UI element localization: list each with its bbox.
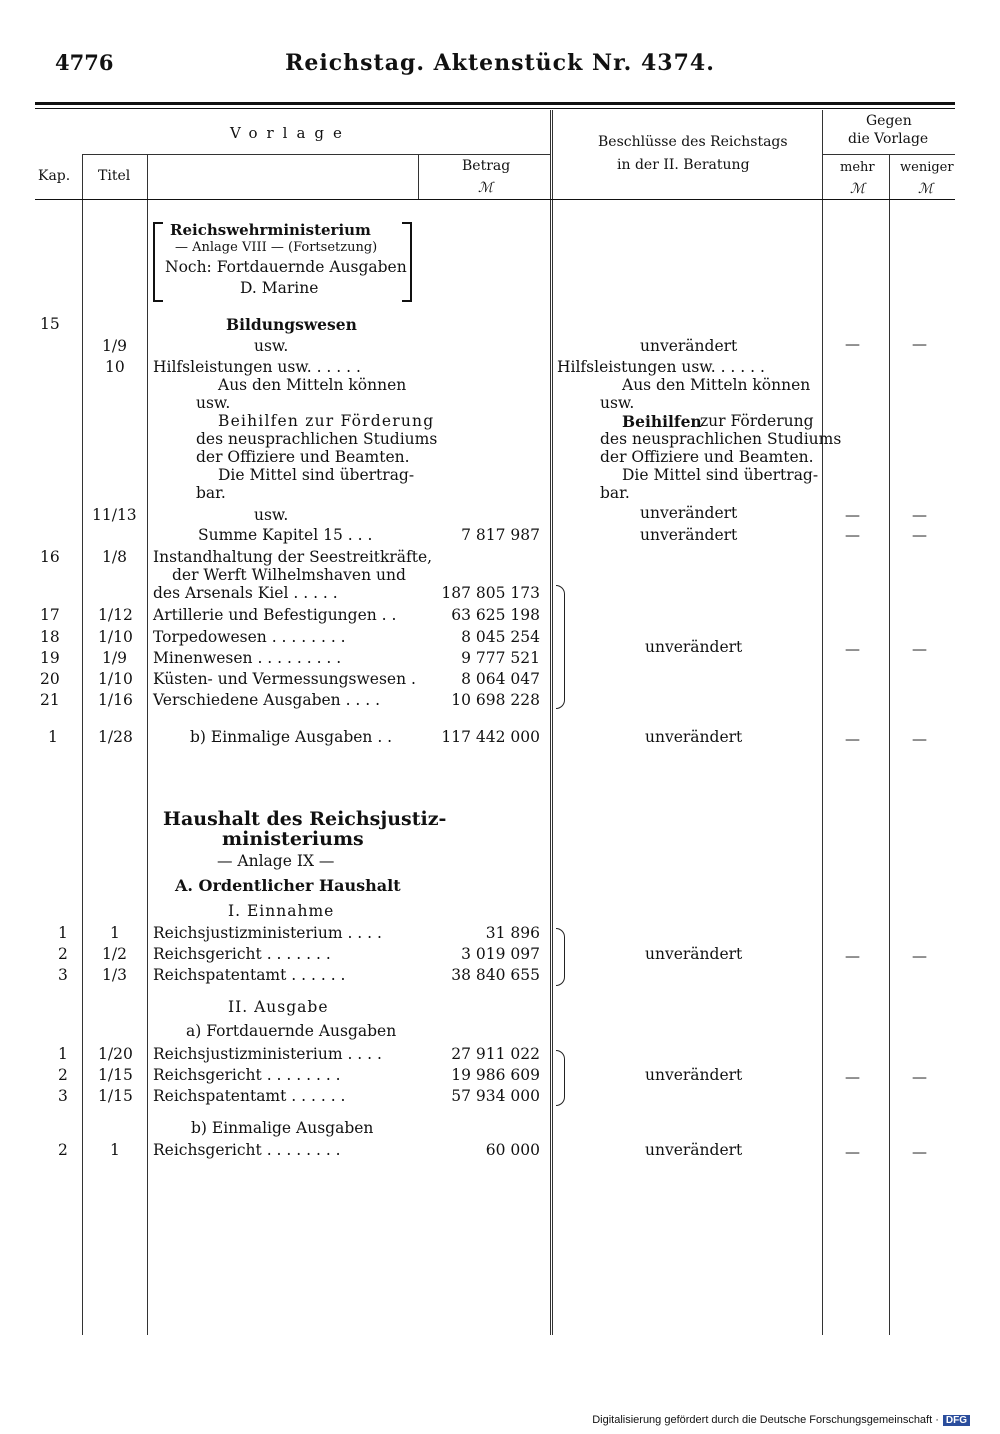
- marine-betrag: 10 698 228: [451, 691, 540, 709]
- box-noch: Noch: Fortdauernde Ausgaben: [165, 258, 407, 276]
- marine-betrag: 8 064 047: [461, 670, 540, 688]
- header-rule-thick: [35, 102, 955, 105]
- marine-kap: 21: [40, 691, 60, 709]
- box-bracket-left: [153, 222, 163, 302]
- dash-weniger: —: [912, 640, 927, 658]
- marine-text: Minenwesen . . . . . . . . .: [153, 649, 342, 667]
- einnahme-beschluss: unverändert: [645, 945, 743, 963]
- kap15-b2-line: Aus den Mitteln können: [622, 376, 811, 394]
- marine-titel: 1/10: [98, 670, 133, 688]
- justiz-text: Reichsgericht . . . . . . . .: [153, 1066, 341, 1084]
- dash-mehr: —: [845, 506, 860, 524]
- kap15-b2-line: Beihilfen: [622, 412, 702, 431]
- kap15-number: 15: [40, 315, 60, 333]
- ausgabe-beschluss: unverändert: [645, 1066, 743, 1084]
- header-bottom-rule: [35, 199, 955, 200]
- marine-betrag: 8 045 254: [461, 628, 540, 646]
- kap15-sum-betrag: 7 817 987: [461, 526, 540, 544]
- dash-weniger: —: [912, 526, 927, 544]
- justiz-ausgabe: II. Ausgabe: [228, 998, 329, 1016]
- justiz-kap: 1: [58, 924, 68, 942]
- justiz-titel: 1/15: [98, 1066, 133, 1084]
- dash-mehr: —: [845, 1068, 860, 1086]
- justiz-text: Reichspatentamt . . . . . .: [153, 1087, 346, 1105]
- justiz-text: Reichsjustizministerium . . . .: [153, 1045, 382, 1063]
- justiz-betrag: 57 934 000: [451, 1087, 540, 1105]
- kap15-r1-beschluss: unverändert: [640, 337, 738, 355]
- dfg-logo: DFG: [943, 1415, 970, 1426]
- marine-text: Instandhaltung der Seestreitkräfte,: [153, 548, 433, 566]
- marine-kap: 20: [40, 670, 60, 688]
- kap15-sum-text: Summe Kapitel 15 . . .: [198, 526, 373, 544]
- kap15-r2-line: der Offiziere und Beamten.: [196, 448, 410, 466]
- marine-text: Küsten- und Vermessungswesen .: [153, 670, 416, 688]
- marine-titel: 1/8: [102, 548, 127, 566]
- vorlage-underline: [82, 154, 550, 155]
- col-line-titel: [147, 155, 148, 1335]
- col-line-betrag-double: [552, 110, 553, 1335]
- kap15-sum-beschluss: unverändert: [640, 526, 738, 544]
- dash-mehr: —: [845, 640, 860, 658]
- kap15-r3-text: usw.: [254, 506, 289, 524]
- box-marine: D. Marine: [240, 279, 319, 297]
- ausgabe-brace: [556, 1050, 565, 1106]
- marine-kap: 19: [40, 649, 60, 667]
- justiz-betrag: 60 000: [485, 1141, 540, 1159]
- marine-titel: 1/16: [98, 691, 133, 709]
- justiz-betrag: 27 911 022: [451, 1045, 540, 1063]
- dash-weniger: —: [912, 730, 927, 748]
- running-head: Reichstag. Aktenstück Nr. 4374.: [285, 50, 715, 76]
- box-anlage: — Anlage VIII — (Fortsetzung): [175, 240, 378, 255]
- justiz-last-beschluss: unverändert: [645, 1141, 743, 1159]
- marine-kap: 18: [40, 628, 60, 646]
- header-mehr-unit: ℳ: [850, 181, 865, 197]
- marine-titel: 1/12: [98, 606, 133, 624]
- footer-text: Digitalisierung gefördert durch die Deutsche Forschungsgemeinschaft ·: [592, 1414, 939, 1426]
- header-beschluesse-1: Beschlüsse des Reichstags: [598, 134, 788, 150]
- page-number: 4776: [55, 50, 114, 75]
- justiz-kap: 2: [58, 945, 68, 963]
- kap15-r2-line: Die Mittel sind übertrag-: [218, 466, 415, 484]
- marine-text: Torpedowesen . . . . . . . .: [153, 628, 346, 646]
- justiz-text: Reichsjustizministerium . . . .: [153, 924, 382, 942]
- kap15-r2-line: usw.: [196, 394, 231, 412]
- justiz-betrag: 31 896: [485, 924, 540, 942]
- kap15-heading: Bildungswesen: [226, 315, 357, 334]
- header-titel: Titel: [98, 168, 131, 184]
- col-line-beschluss: [822, 110, 823, 1335]
- kap15-r2-line: Beihilfen zur Förderung: [218, 412, 435, 430]
- kap15-r2-line: Aus den Mitteln können: [218, 376, 407, 394]
- marine-beschluss: unverändert: [645, 638, 743, 656]
- kap15-b2-line: Die Mittel sind übertrag-: [622, 466, 819, 484]
- kap15-r2-titel: 10: [105, 358, 125, 376]
- marine-betrag: 9 777 521: [461, 649, 540, 667]
- kap15-r2-line: Hilfsleistungen usw. . . . . .: [153, 358, 361, 376]
- justiz-einnahme: I. Einnahme: [228, 902, 335, 920]
- justiz-kap: 3: [58, 1087, 68, 1105]
- justiz-anlage: — Anlage IX —: [217, 852, 335, 870]
- justiz-titel: 1/3: [102, 966, 127, 984]
- justiz-einmalig-head: b) Einmalige Ausgaben: [191, 1119, 374, 1137]
- justiz-text: Reichsgericht . . . . . . .: [153, 945, 331, 963]
- header-weniger-unit: ℳ: [918, 181, 933, 197]
- dash-weniger: —: [912, 947, 927, 965]
- kap15-b2-line: bar.: [600, 484, 630, 502]
- marine-betrag: 187 805 173: [441, 584, 540, 602]
- col-line-mehr: [889, 155, 890, 1335]
- header-betrag: Betrag: [462, 158, 511, 174]
- justiz-text: Reichsgericht . . . . . . . .: [153, 1141, 341, 1159]
- kap15-r1-text: usw.: [254, 337, 289, 355]
- header-rule-thin: [35, 108, 955, 109]
- header-betrag-unit: ℳ: [478, 180, 493, 196]
- dash-mehr: —: [845, 526, 860, 544]
- header-kap: Kap.: [38, 168, 71, 184]
- einmalig-titel: 1/28: [98, 728, 133, 746]
- marine-kap: 17: [40, 606, 60, 624]
- justiz-title-1: Haushalt des Reichsjustiz-: [163, 808, 447, 830]
- kap15-r3-titel: 11/13: [92, 506, 137, 524]
- dash-mehr: —: [845, 335, 860, 353]
- header-weniger: weniger: [900, 160, 954, 175]
- justiz-betrag: 19 986 609: [451, 1066, 540, 1084]
- marine-betrag: 63 625 198: [451, 606, 540, 624]
- dash-mehr: —: [845, 1143, 860, 1161]
- marine-brace: [556, 585, 565, 709]
- justiz-kap: 2: [58, 1141, 68, 1159]
- justiz-titel: 1/2: [102, 945, 127, 963]
- justiz-ordentlich: A. Ordentlicher Haushalt: [175, 876, 401, 895]
- footer-credit: [592, 1414, 970, 1426]
- justiz-titel: 1/20: [98, 1045, 133, 1063]
- dash-mehr: —: [845, 730, 860, 748]
- kap15-b2-line: usw.: [600, 394, 635, 412]
- justiz-fortdauernd: a) Fortdauernde Ausgaben: [186, 1022, 397, 1040]
- kap15-r1-titel: 1/9: [102, 337, 127, 355]
- justiz-kap: 1: [58, 1045, 68, 1063]
- header-vorlage: Vorlage: [230, 124, 351, 142]
- einmalig-text: b) Einmalige Ausgaben . .: [190, 728, 393, 746]
- marine-text: des Arsenals Kiel . . . . .: [153, 584, 338, 602]
- col-line-kap: [82, 155, 83, 1335]
- dash-weniger: —: [912, 335, 927, 353]
- marine-text: Verschiedene Ausgaben . . . .: [153, 691, 381, 709]
- header-mehr: mehr: [840, 160, 875, 175]
- kap15-b2-line: zur Förderung: [700, 412, 814, 430]
- dash-weniger: —: [912, 1068, 927, 1086]
- dash-weniger: —: [912, 506, 927, 524]
- einmalig-betrag: 117 442 000: [441, 728, 540, 746]
- justiz-kap: 2: [58, 1066, 68, 1084]
- kap15-b2-line: des neusprachlichen Studiums: [600, 430, 842, 448]
- dash-mehr: —: [845, 947, 860, 965]
- marine-titel: 1/10: [98, 628, 133, 646]
- justiz-titel: 1: [110, 924, 120, 942]
- kap15-r2-line: bar.: [196, 484, 226, 502]
- marine-kap: 16: [40, 548, 60, 566]
- justiz-titel: 1/15: [98, 1087, 133, 1105]
- dash-weniger: —: [912, 1143, 927, 1161]
- marine-text: der Werft Wilhelmshaven und: [172, 566, 406, 584]
- marine-text: Artillerie und Befestigungen . .: [153, 606, 397, 624]
- header-gegen-2: die Vorlage: [848, 131, 929, 147]
- header-beschluesse-2: in der II. Beratung: [617, 157, 750, 173]
- justiz-titel: 1: [110, 1141, 120, 1159]
- einmalig-kap: 1: [48, 728, 58, 746]
- box-title: Reichswehrministerium: [170, 221, 371, 239]
- header-gegen-1: Gegen: [866, 113, 912, 129]
- einnahme-brace: [556, 928, 565, 986]
- justiz-kap: 3: [58, 966, 68, 984]
- kap15-b2-line: Hilfsleistungen usw. . . . . .: [557, 358, 765, 376]
- kap15-b2-line: der Offiziere und Beamten.: [600, 448, 814, 466]
- justiz-title-2: ministeriums: [222, 828, 364, 850]
- justiz-betrag: 3 019 097: [461, 945, 540, 963]
- justiz-betrag: 38 840 655: [451, 966, 540, 984]
- kap15-r3-beschluss: unverändert: [640, 504, 738, 522]
- kap15-r2-line: des neusprachlichen Studiums: [196, 430, 438, 448]
- col-line-text-header: [418, 155, 419, 200]
- einmalig-beschluss: unverändert: [645, 728, 743, 746]
- marine-titel: 1/9: [102, 649, 127, 667]
- justiz-text: Reichspatentamt . . . . . .: [153, 966, 346, 984]
- col-line-betrag: [550, 110, 551, 1335]
- gegen-underline: [822, 154, 955, 155]
